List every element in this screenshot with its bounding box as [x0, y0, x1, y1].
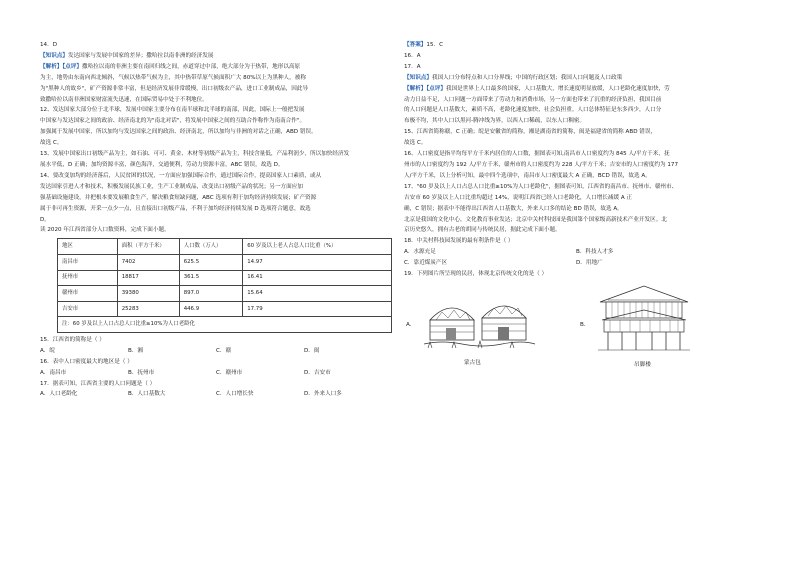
option: D．外来人口多 — [304, 391, 342, 398]
answer-17: 17．A — [404, 63, 421, 70]
explanation-14-line: 属于非可再生资源，开采一点少一点，且直接出口初级产品，不利于加均经济持续发展 D 选项符合题意，故选 — [40, 205, 311, 212]
table-header-row — [58, 239, 392, 255]
population-table — [57, 238, 392, 333]
explanation-17-line: 吉安市 60 岁及以上人口比重均超过 14%，说明江西省已经人口老龄化，人口增长减缓 A 正 — [404, 194, 633, 201]
option: A．南昌市 — [40, 369, 67, 376]
question-16: 16．表中人口密度最大的地区是（ ） — [40, 358, 133, 365]
explanation-17-line: 确，C 错误；据表中不能得出江西省人口基数大，外来人口多的结论 BD 错误，故选 A。 — [404, 205, 623, 212]
explanation-14: 14、要改变加均的经济落后，人民贫困的状况，一方面应加强国际合作，通过国际合作，提高国家人口素质，或从 — [40, 172, 322, 179]
option: B．湘 — [128, 347, 144, 354]
option: D．吉安市 — [304, 369, 331, 376]
table-cell: 897.0 — [179, 286, 243, 302]
question-19-figures — [404, 280, 756, 380]
analysis-line: 布极不均，其中人口以黑河-腾冲线为界，以西人口稀疏，以东人口稠密。 — [404, 118, 586, 125]
explanation-14-line: 强基础设施建设，并把根本要发展粮食生产，解决粮食短缺问题，ABC 选项有利于加均经济持续发展；矿产资源 — [40, 194, 317, 201]
table-row — [58, 270, 392, 286]
table-cell: 赣州市 — [58, 286, 118, 302]
option: C．靠近煤炭产区 — [404, 260, 448, 267]
analysis-14: 【解析】【点评】撒哈拉以南的非洲主要在南回归线之间，赤道穿过中部，绝大部分为于热带，地形以高原 — [40, 63, 301, 70]
explanation-12-line: 中国家与发达国家之间的政治、经济南北的为"南北对话"，将发展中国家之间的互助合作称作为南南合作"。 — [40, 118, 306, 125]
analysis-line: 的人口问题是人口基数大，素质不高，老龄化速度加快，社会负担重。人口总体特征是东多西少，人口分 — [404, 107, 662, 114]
table-row — [58, 286, 392, 302]
figure-b-caption: 吊脚楼 — [634, 361, 651, 368]
question-18-options — [404, 247, 756, 258]
table-note-row — [58, 317, 392, 333]
explanation-13-line: 展水平低，D 正确；加均资源丰富，颜色海洋，交通便利，劳动力资源丰富，ABC 错误，故选 D。 — [40, 161, 284, 168]
option: C．赣 — [216, 347, 232, 354]
answer-tag: 【答案】 — [404, 42, 427, 48]
right-column — [404, 40, 756, 380]
table-cell: 7402 — [117, 254, 179, 270]
table-cell: 15.64 — [243, 286, 392, 302]
beijing-intro: 北京是我国的文化中心，文化教育事业发达；北京中关村科技园是我国第个国家级高新技术产业开发区。北 — [404, 216, 667, 223]
table-cell: 吉安市 — [58, 301, 118, 317]
table-cell: 446.9 — [179, 301, 243, 317]
knowledge-point-14: 【知识点】发达国家与发展中国家的差异；撒哈拉以南非洲的经济发展 — [40, 52, 214, 59]
table-cell: 南昌市 — [58, 254, 118, 270]
explanation-12-line: 加强属于发展中国家，所以加均与发达国家之间的政治、经济南北，所以加均与非洲的对话之正确，ABD 错误。 — [40, 129, 317, 136]
question-18: 18．中关村科技园发展的最有利条件是（ ） — [404, 238, 514, 245]
comment-tag: 【点评】 — [62, 63, 82, 70]
explanation-14-line: 发达国家引进人才和技术，积极发展民族工业，生产工业制成品，改变出口初级产品的状况；另一方面应加 — [40, 183, 303, 190]
analysis: 【解析】【点评】我国是世界上人口最多的国家，人口基数大，增长速度明显放缓，人口老龄化速度加快，劳 — [404, 85, 670, 92]
question-17: 17．据表可知，江西省主要的人口问题是（ ） — [40, 380, 156, 387]
question-18-options — [404, 258, 756, 269]
table-cell: 625.5 — [179, 254, 243, 270]
explanation-14-line: D。 — [40, 216, 50, 223]
option: A．水源充足 — [404, 249, 436, 256]
option: B．科技人才多 — [576, 249, 614, 256]
explanation-15-line: 故选 C。 — [404, 140, 427, 147]
table-cell: 25283 — [117, 301, 179, 317]
analysis-14-line: 为主，地势由东南向西北倾斜，气候以热带气候为主，其中热带草原气候面积广大 80%以上为黑种人，被称 — [40, 74, 306, 81]
analysis-tag: 【解析】 — [404, 85, 427, 92]
option: A．人口老龄化 — [40, 391, 78, 398]
table-cell: 17.79 — [243, 301, 392, 317]
answer-16: 16．A — [404, 52, 421, 59]
question-15-options — [40, 346, 392, 357]
table-cell: 抚州市 — [58, 270, 118, 286]
option: D．闽 — [304, 347, 320, 354]
explanation-12-line: 故选 C。 — [40, 140, 63, 147]
explanation-12: 12、发达国家大部分位于北半球，发展中国家主要分布在南半球和北半球的南部，因此，国际上一般把发展 — [40, 107, 305, 114]
stilt-house-image — [594, 280, 694, 354]
table-cell: 361.5 — [179, 270, 243, 286]
knowledge-tag: 【知识点】 — [40, 52, 68, 59]
knowledge-point: 【知识点】我国人口分布特点和人口分界线；中国的行政区划；我国人口问题及人口政策 — [404, 74, 623, 81]
explanation-16-line: 人/平方千米，以上分析可知，最中四个选项中，南昌市人口密度最大 A 正确，BCD 错误，故选 A。 — [404, 172, 651, 179]
table-cell: 18817 — [117, 270, 179, 286]
knowledge-tag: 【知识点】 — [404, 74, 432, 81]
question-16-options — [40, 368, 392, 379]
question-15: 15．江西省的简称是（ ） — [40, 336, 105, 343]
table-note: 注：60 岁及以上人口占总人口比重≥10%为人口老龄化 — [58, 317, 392, 333]
explanation-15: 15、江西省简称赣，C 正确；皖是安徽省的简称，湘是湖南省的简称，闽是福建省的简称 ABD 错误， — [404, 129, 657, 136]
figure-a-label: A． — [406, 321, 416, 328]
option: C．赣州市 — [216, 369, 243, 376]
figure-b-label: B． — [580, 321, 590, 328]
option: C．人口增长快 — [216, 391, 254, 398]
table-cell: 16.41 — [243, 270, 392, 286]
table-header-cell: 60 岁及以上老人占总人口比重（%） — [243, 239, 392, 255]
comment-tag: 【点评】 — [426, 85, 446, 92]
table-row — [58, 254, 392, 270]
explanation-13: 13、发展中国家出口初级产品为主，如石油、可可、黄金、木材等初级产品为主，科技含量低，产品利润少，所以加快经济发 — [40, 151, 350, 158]
table-header-cell: 面积（平方千米） — [117, 239, 179, 255]
option: B．人口基数大 — [128, 391, 166, 398]
table-header-cell: 人口数（万人） — [179, 239, 243, 255]
option: B．抚州市 — [128, 369, 155, 376]
beijing-intro-line: 京历史悠久，拥有古老的胡同与传统民居，据此完成下面小题。 — [404, 227, 561, 234]
explanation-16: 16、人口密度是指平均每平方千米内居住的人口数，据图表可知,南昌市人口密度约为 845 人/平方千米，抚 — [404, 151, 670, 158]
table-header-cell: 地区 — [58, 239, 118, 255]
answer-14: 14．D — [40, 42, 58, 48]
option: D．用地广 — [576, 260, 603, 267]
analysis-tag: 【解析】 — [40, 63, 63, 70]
table-intro: 读 2020 年江西省部分人口数资料，完成下面小题。 — [40, 227, 170, 234]
analysis-14-line: 为"黑种人的故乡"，矿产资源非常丰富，但是经济发展非常缓慢，出口初级农产品，进口工业制成品，因此导 — [40, 85, 309, 92]
question-17-options — [40, 389, 392, 400]
table-cell: 39380 — [117, 286, 179, 302]
table-row — [58, 301, 392, 317]
analysis-line: 动力日益不足，人口问题一方面带来了劳动力和消费市场，另一方面也带来了沉重的经济负担，我国目前 — [404, 96, 662, 103]
answer-15: 【答案】15．C — [404, 42, 444, 48]
explanation-17: 17、"60 岁及以上人口占总人口比重≥10%为人口老龄化"，据图表可知，江西省的南昌市、抚州市、赣州市、 — [404, 183, 678, 190]
option: A．皖 — [40, 347, 56, 354]
mongolian-yurt-image — [422, 282, 537, 354]
figure-a-caption: 蒙古包 — [464, 359, 481, 366]
explanation-16-line: 州市的人口密度约为 192 人/平方千米，赣州市的人口密度约为 228 人/平方千米；吉安市的人口密度约为 177 — [404, 161, 679, 168]
question-19: 19．下列图片所呈现的民居，体现北京传统文化的是（ ） — [404, 271, 548, 278]
left-column — [40, 40, 392, 400]
analysis-14-line: 致撒哈拉以南非洲国家财富流失迅速，在国际贸易中处于不利地位。 — [40, 96, 208, 103]
table-cell: 14.97 — [243, 254, 392, 270]
